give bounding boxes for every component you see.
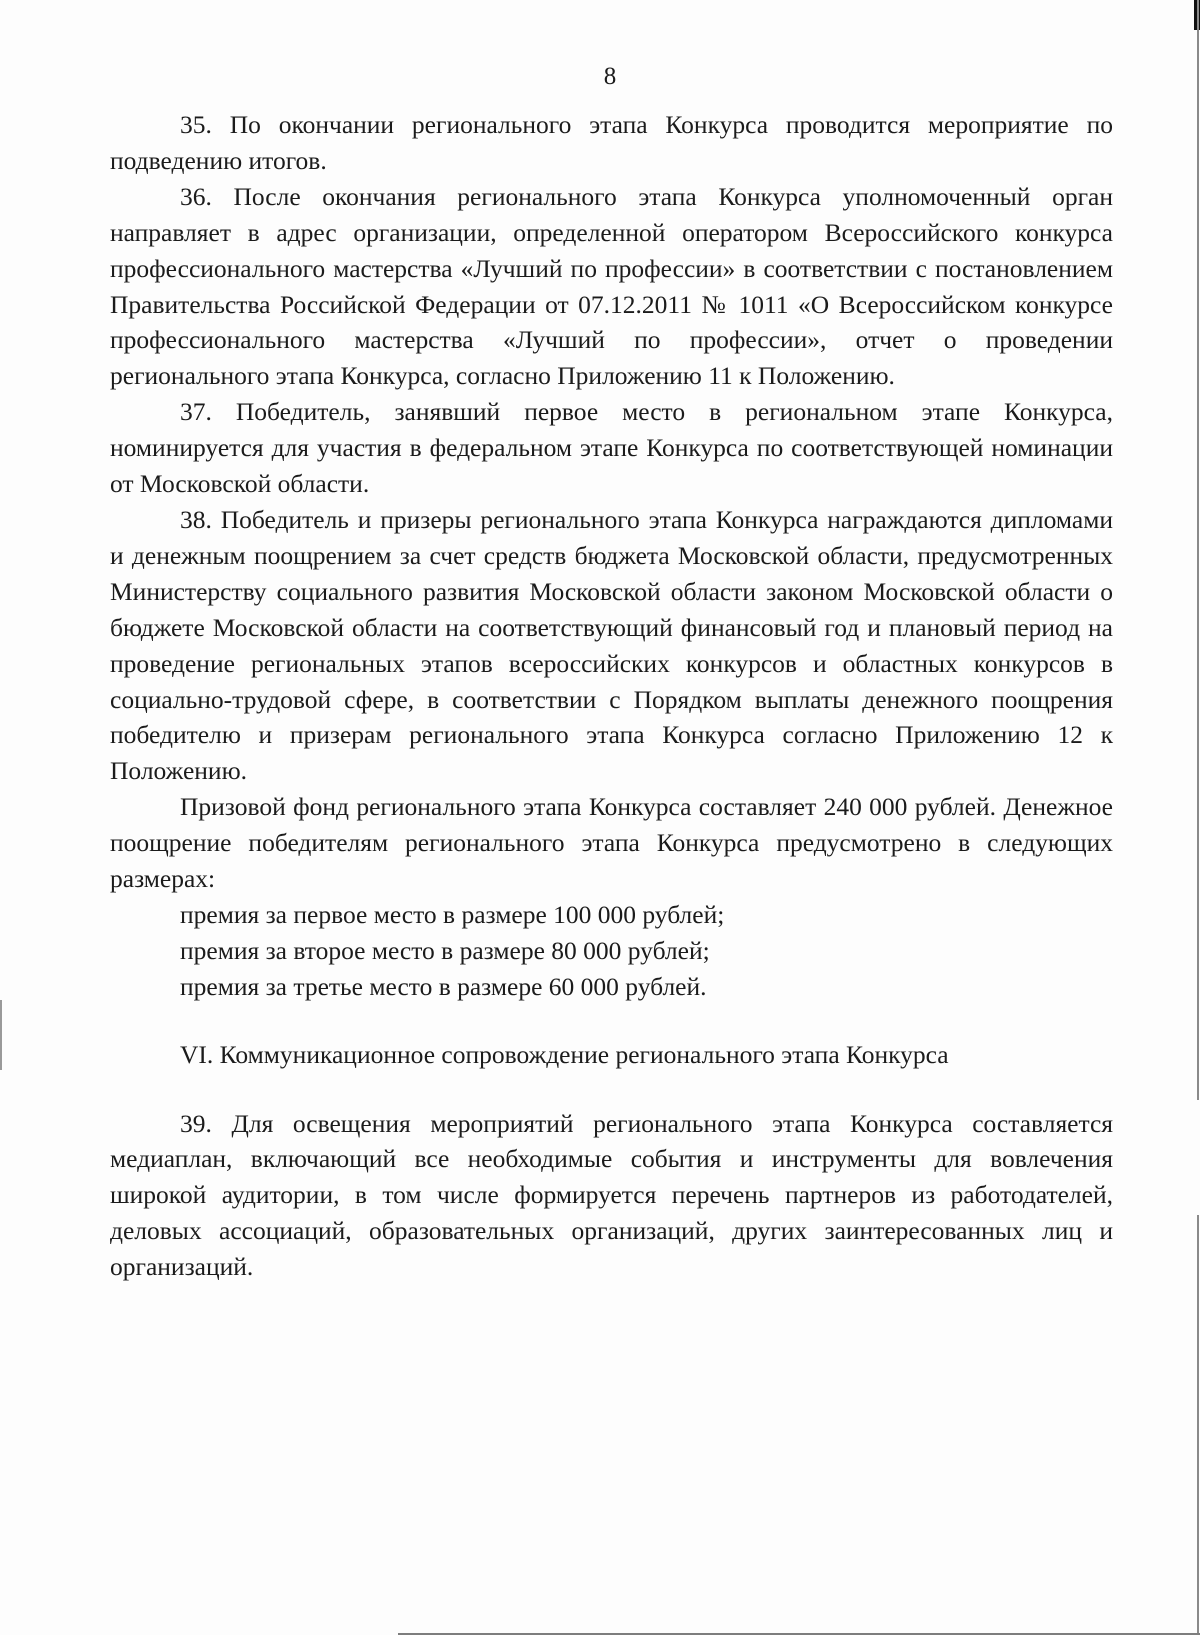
paragraph-36: 36. После окончания регионального этапа Конкурса уполномоченный орган направляет в адрес организации, определенной оператором Всероссийского конкурса профессионального мастерства «Лучший по профессии» в соответствии с постановлением Правительства Российской Федерации от 07.12.2011 № 1011 «О Всероссийском конкурсе профессионального мастерства «Лучший по профессии», отчет о проведении регионального этапа Конкурса, согласно Приложению 11 к Положению.: [110, 181, 1113, 391]
prize-first-place: премия за первое место в размере 100 000 рублей;: [180, 899, 725, 929]
paragraph-35: 35. По окончании регионального этапа Конкурса проводится мероприятие по подведению итогов.: [110, 110, 1113, 175]
prize-second-place: премия за второе место в размере 80 000 рублей;: [180, 935, 710, 965]
scan-side-line: [1197, 1215, 1199, 1635]
scan-left-mark: [0, 1000, 2, 1070]
section-heading: VI. Коммуникационное сопровождение регионального этапа Конкурса: [180, 1039, 949, 1069]
page-number: 8: [603, 63, 617, 90]
prize-fund-paragraph: Призовой фонд регионального этапа Конкурса составляет 240 000 рублей. Денежное поощрение победителям регионального этапа Конкурса предусмотрено в следующих размерах:: [110, 792, 1113, 894]
paragraph-37: 37. Победитель, занявший первое место в региональном этапе Конкурса, номинируется для участия в федеральном этапе Конкурса по соответствующей номинации от Московской области.: [110, 397, 1113, 499]
document-body: [110, 107, 1113, 1285]
prize-third-place: премия за третье место в размере 60 000 рублей.: [180, 971, 707, 1001]
scan-side-line: [1197, 0, 1199, 1100]
paragraph-39: 39. Для освещения мероприятий регионального этапа Конкурса составляется медиаплан, включающий все необходимые события и инструменты для вовлечения широкой аудитории, в том числе формируется перечень партнеров из работодателей, деловых ассоциаций, образовательных организаций, других заинтересованных лиц и организаций.: [110, 1108, 1113, 1282]
paragraph-38: 38. Победитель и призеры регионального этапа Конкурса награждаются дипломами и денежным поощрением за счет средств бюджета Московской области, предусмотренных Министерству социального развития Московской области законом Московской области о бюджете Московской области на соответствующий финансовый год и плановый период на проведение региональных этапов всероссийских конкурсов и областных конкурсов в социально-трудовой сфере, в соответствии с Порядком выплаты денежного поощрения победителю и призерам регионального этапа Конкурса согласно Приложению 12 к Положению.: [110, 504, 1113, 786]
